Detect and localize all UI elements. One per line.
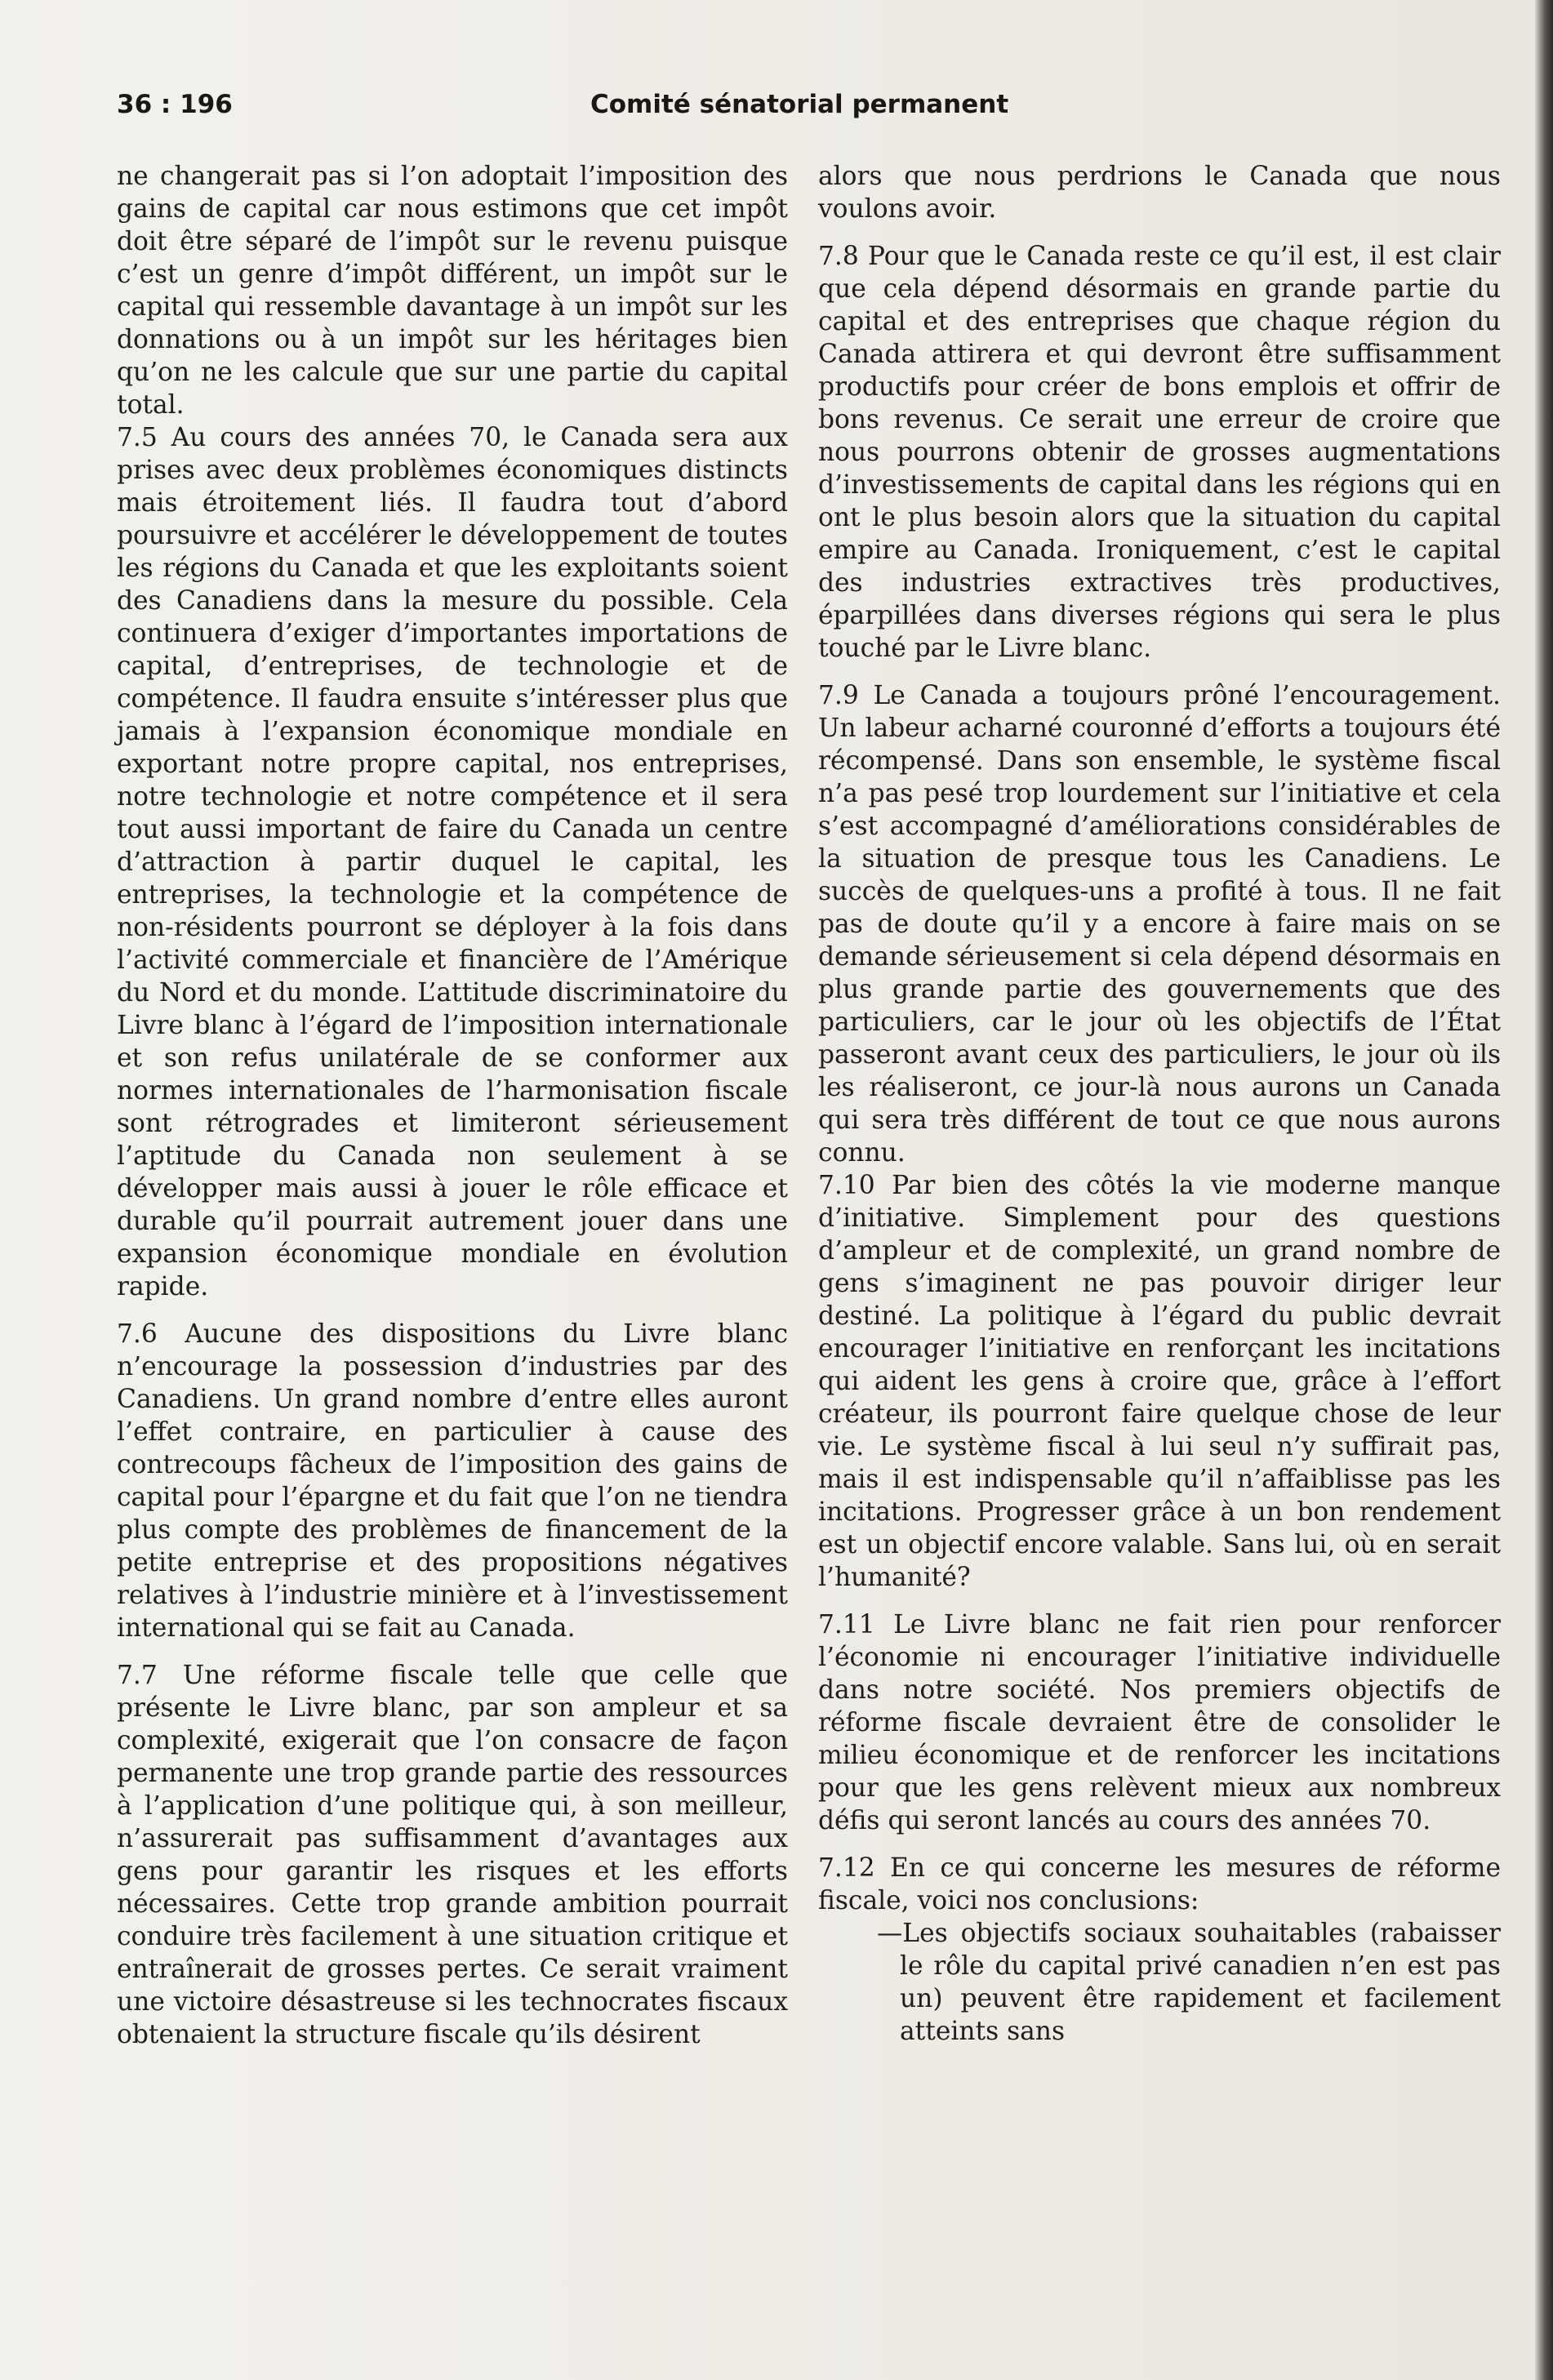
- page-header: [117, 82, 1497, 131]
- paragraph-7-11: 7.11 Le Livre blanc ne fait rien pour renforcer l’économie ni encourager l’initiative individuelle dans notre société. Nos premiers objectifs de réforme fiscale devraient être de consolider le milieu économique et de renforcer les incitations pour que les gens relèvent mieux aux nombreux défis qui seront lancés au cours des années 70.: [818, 1610, 1501, 1835]
- paragraph-7-7: 7.7 Une réforme fiscale telle que celle que présente le Livre blanc, par son ampleur et sa complexité, exigerait que l’on consacre de façon permanente une trop grande partie des ressources à l’application d’une politique qui, à son meilleur, n’assurerait pas suffisamment d’avantages aux gens pour garantir les risques et les efforts nécessaires. Cette trop grande ambition pourrait conduire très facilement à une situation critique et entraînerait de grosses pertes. Ce serait vraiment une victoire désastreuse si les technocrates fiscaux obtenaient la structure fiscale qu’ils désirent: [117, 1661, 788, 2049]
- left-column: [117, 160, 788, 2051]
- conclusion-item: —Les objectifs sociaux souhaitables (rabaisser le rôle du capital privé canadien n’en est pas un) peuvent être rapidement et facilement atteints sans: [877, 1919, 1501, 2046]
- running-title: Comité sénatorial permanent: [590, 90, 1009, 119]
- paragraph-7-8: 7.8 Pour que le Canada reste ce qu’il est, il est clair que cela dépend désormais en grande partie du capital et des entreprises que chaque région du Canada attirera et qui devront être suffisamment productifs pour créer de bons emplois et offrir de bons revenus. Ce serait une erreur de croire que nous pourrons obtenir de grosses augmentations d’investissements de capital dans les régions qui en ont le plus besoin alors que la situation du capital empire au Canada. Ironiquement, c’est le capital des industries extractives très productives, éparpillées dans diverses régions qui sera le plus touché par le Livre blanc.: [818, 242, 1501, 663]
- binding-edge: [1535, 0, 1553, 2380]
- paragraph-continuation-right: alors que nous perdrions le Canada que nous voulons avoir.: [818, 162, 1501, 224]
- paragraph-7-5: 7.5 Au cours des années 70, le Canada sera aux prises avec deux problèmes économiques distincts mais étroitement liés. Il faudra tout d’abord poursuivre et accélérer le développement de toutes les régions du Canada et que les exploitants soient des Canadiens dans la mesure du possible. Cela continuera d’exiger d’importantes importations de capital, d’entreprises, de technologie et de compétence. Il faudra ensuite s’intéresser plus que jamais à l’expansion économique mondiale en exportant notre propre capital, nos entreprises, notre technologie et notre compétence et il sera tout aussi important de faire du Canada un centre d’attraction à partir duquel le capital, les entreprises, la technologie et la compétence de non-résidents pourront se déployer à la fois dans l’activité commerciale et financière de l’Amérique du Nord et du monde. L’attitude discriminatoire du Livre blanc à l’égard de l’imposition internationale et son refus unilatérale de se conformer aux normes internationales de l’harmonisation fiscale sont rétrogrades et limiteront sérieusement l’aptitude du Canada non seulement à se développer mais aussi à jouer le rôle efficace et durable qu’il pourrait autrement jouer dans une expansion économique mondiale en évolution rapide.: [117, 423, 788, 1301]
- paragraph-continuation: ne changerait pas si l’on adoptait l’imposition des gains de capital car nous estimons que cet impôt doit être séparé de l’impôt sur le revenu puisque c’est un genre d’impôt différent, un impôt sur le capital qui ressemble davantage à un impôt sur les donnations ou à un impôt sur les héritages bien qu’on ne les calcule que sur une partie du capital total.: [117, 162, 788, 420]
- paragraph-7-10: 7.10 Par bien des côtés la vie moderne manque d’initiative. Simplement pour des questions d’ampleur et de complexité, un grand nombre de gens s’imaginent ne pas pouvoir diriger leur destiné. La politique à l’égard du public devrait encourager l’initiative en renforçant les incitations qui aident les gens à croire que, grâce à l’effort créateur, ils pourront faire quelque chose de leur vie. Le système fiscal à lui seul n’y suffirait pas, mais il est indispensable qu’il n’affaiblisse pas les incitations. Progresser grâce à un bon rendement est un objectif encore valable. Sans lui, où en serait l’humanité?: [818, 1171, 1501, 1592]
- paragraph-7-6: 7.6 Aucune des dispositions du Livre blanc n’encourage la possession d’industries par des Canadiens. Un grand nombre d’entre elles auront l’effet contraire, en particulier à cause des contrecoups fâcheux de l’imposition des gains de capital pour l’épargne et du fait que l’on ne tiendra plus compte des problèmes de financement de la petite entreprise et des propositions négatives relatives à l’industrie minière et à l’investissement international qui se fait au Canada.: [117, 1319, 788, 1643]
- paragraph-7-9: 7.9 Le Canada a toujours prôné l’encouragement. Un labeur acharné couronné d’efforts a toujours été récompensé. Dans son ensemble, le système fiscal n’a pas pesé trop lourdement sur l’initiative et cela s’est accompagné d’améliorations considérables de la situation de presque tous les Canadiens. Le succès de quelques-uns a profité à tous. Il ne fait pas de doute qu’il y a encore à faire mais on se demande sérieusement si cela dépend désormais en plus grande partie des gouvernements que des particuliers, car le jour où les objectifs de l’État passeront avant ceux des particuliers, le jour où ils les réaliseront, ce jour-là nous aurons un Canada qui sera très différent de tout ce que nous aurons connu.: [818, 681, 1501, 1168]
- page-number: 36 : 196: [117, 90, 233, 119]
- right-column: [818, 160, 1501, 2048]
- paragraph-7-12: 7.12 En ce qui concerne les mesures de réforme fiscale, voici nos conclusions:: [818, 1853, 1501, 1915]
